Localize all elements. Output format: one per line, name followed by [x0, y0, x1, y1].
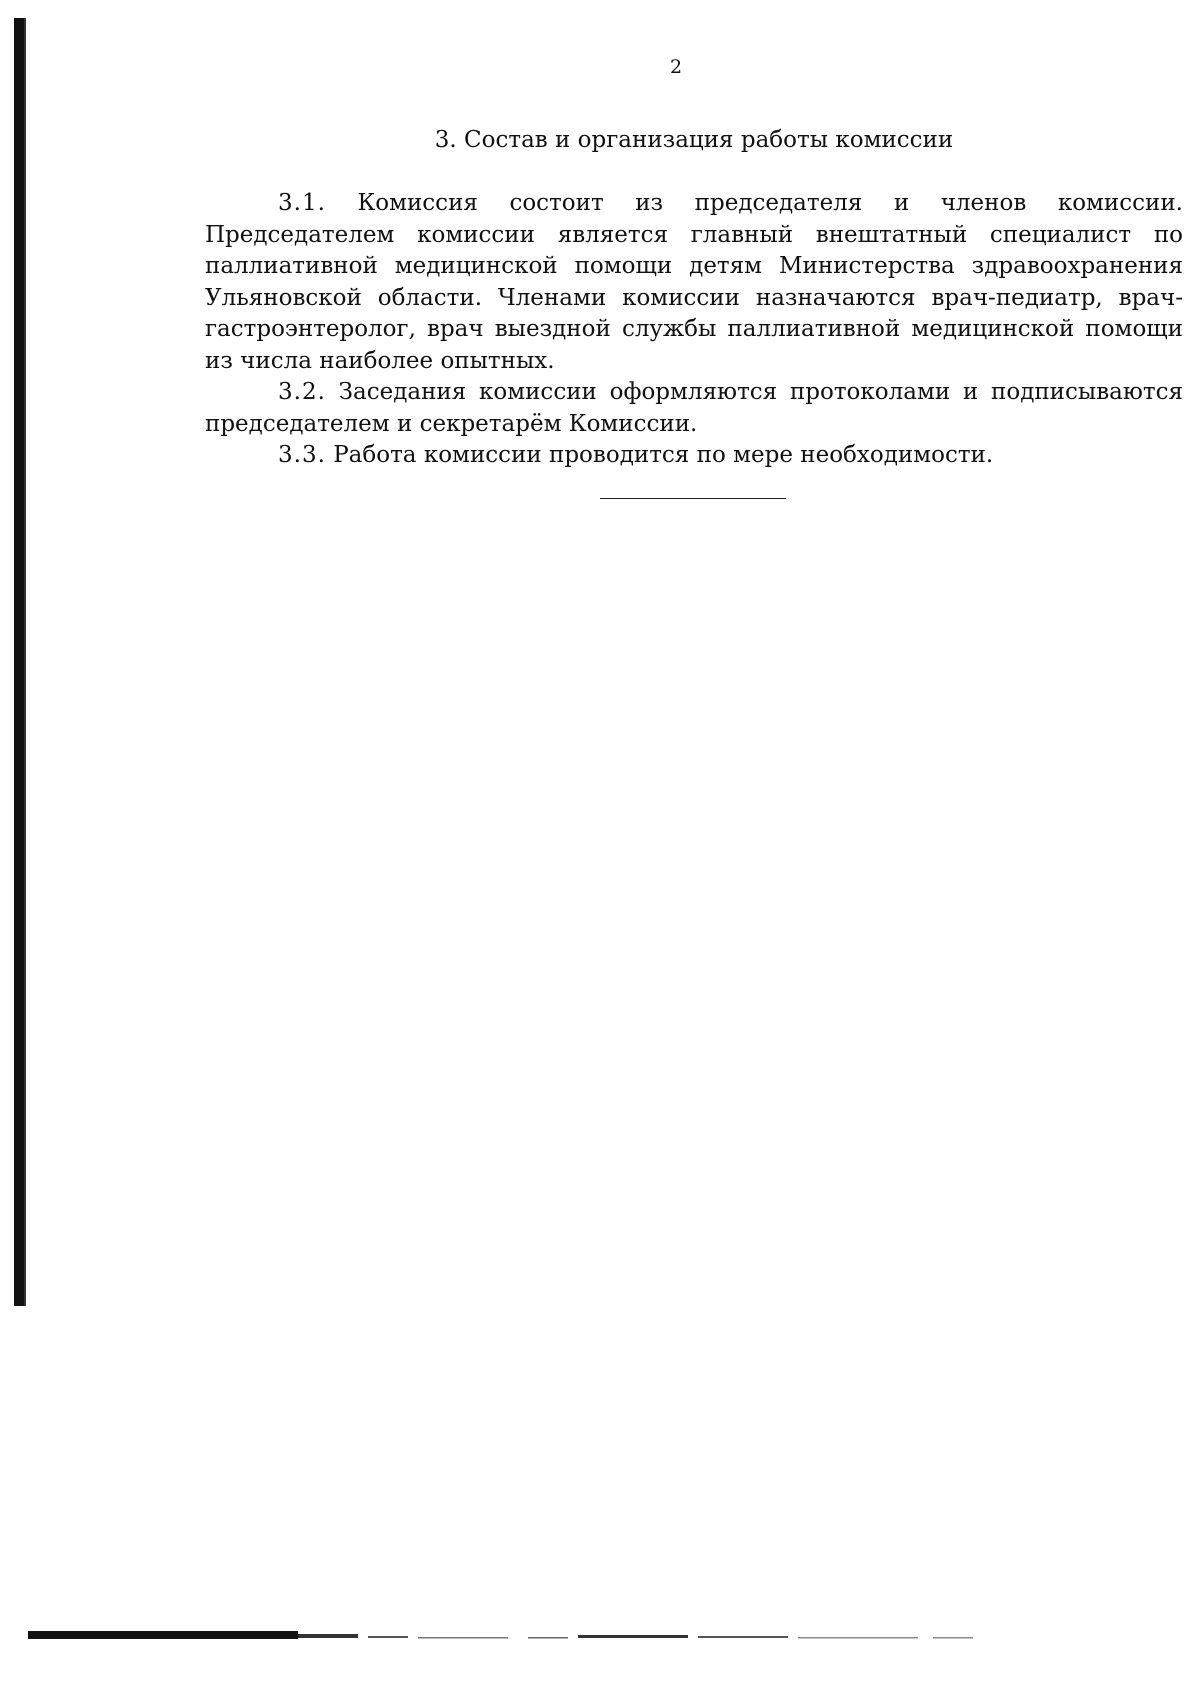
end-rule	[600, 498, 786, 499]
paragraph-3-2	[205, 377, 1183, 440]
paragraph-number: 3.1.	[278, 190, 326, 216]
scan-edge-bottom	[28, 1628, 978, 1642]
paragraph-number: 3.2.	[278, 379, 326, 405]
paragraph-text: Работа комиссии проводится по мере необходимости.	[333, 442, 994, 468]
paragraph-3-1	[205, 188, 1183, 377]
document-body	[205, 188, 1183, 472]
scan-edge-left	[14, 18, 24, 1306]
section-title-text: 3. Состав и организация работы комиссии	[434, 127, 954, 153]
page-number: 2	[669, 56, 683, 78]
paragraph-number: 3.3.	[278, 442, 326, 468]
scan-edge-left-shadow	[24, 18, 26, 1306]
paragraph-3-3	[205, 440, 1183, 472]
section-title	[205, 125, 1183, 155]
paragraph-text: Комиссия состоит из председателя и членов комиссии. Председателем комиссии является главный внештатный специалист по паллиативной медицинской помощи детям Министерства здравоохранения Ульяновской области. Членами комиссии назначаются врач-педиатр, врач-гастроэнтеролог, врач выездной службы паллиативной медицинской помощи из числа наиболее опытных.	[205, 190, 1183, 374]
paragraph-text: Заседания комиссии оформляются протоколами и подписываются председателем и секретарём Комиссии.	[205, 379, 1184, 437]
